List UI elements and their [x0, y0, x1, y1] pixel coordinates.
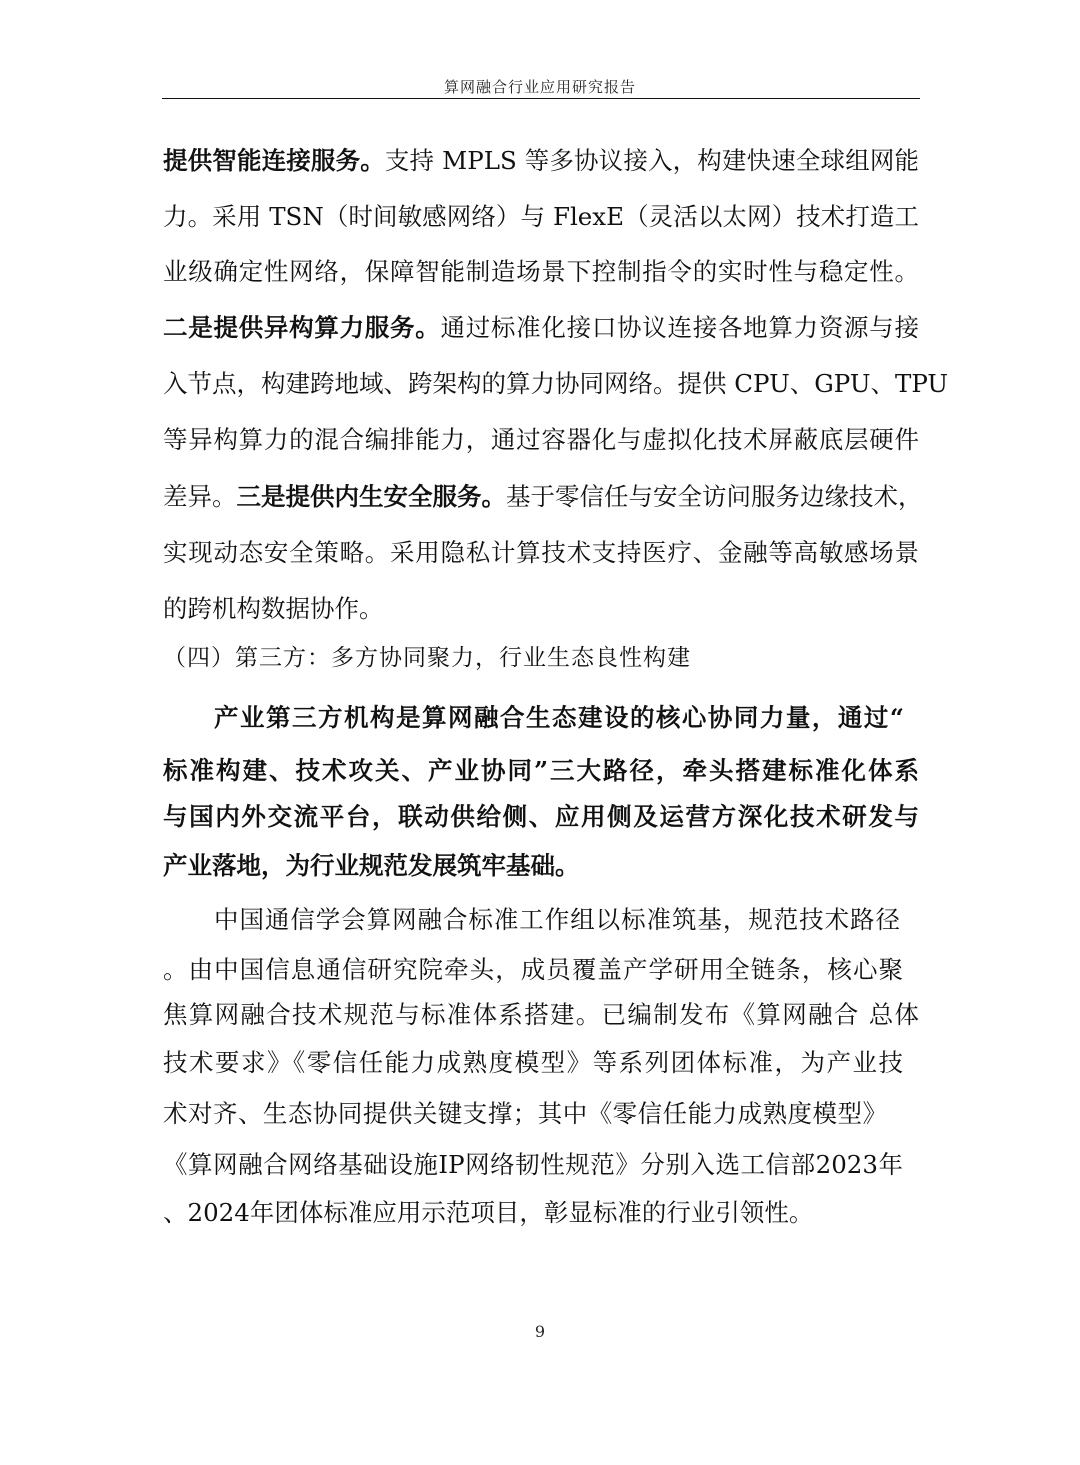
p1-line-3: 业级确定性网络，保障智能制造场景下控制指令的实时性与稳定性。 — [163, 257, 919, 286]
p2-line-4: 产业落地，为行业规范发展筑牢基础。 — [163, 851, 580, 880]
p2-line-1: 产业第三方机构是算网融合生态建设的核心协同力量，通过“ — [214, 703, 904, 732]
p1-line-7 — [163, 480, 923, 514]
p3-line-7: 、2024年团体标准应用示范项目，彰显标准的行业引领性。 — [163, 1198, 814, 1227]
p1-line-5: 入节点，构建跨地域、跨架构的算力协同网络。提供 CPU、GPU、TPU — [163, 369, 949, 398]
section-heading: （四）第三方：多方协同聚力，行业生态良性构建 — [163, 645, 691, 671]
p1-bold-second: 二是提供异构算力服务。 — [163, 313, 441, 342]
p3-line-4: 技术要求》《零信任能力成熟度模型》等系列团体标准，为产业技 — [163, 1048, 903, 1077]
p1-line-2: 力。采用 TSN（时间敏感网络）与 FlexE（灵活以太网）技术打造工 — [163, 202, 919, 231]
p1-line-1 — [163, 144, 919, 178]
page-number: 9 — [534, 1322, 546, 1341]
p1-line-7-text: 基于零信任与安全访问服务边缘技术， — [506, 482, 923, 511]
p3-line-5: 术对齐、生态协同提供关键支撑；其中《零信任能力成熟度模型》 — [163, 1099, 887, 1128]
p1-line-4 — [163, 311, 919, 345]
p1-line-4-text: 通过标准化接口协议连接各地算力资源与接 — [440, 313, 920, 342]
header-divider — [162, 98, 920, 99]
p3-line-1: 中国通信学会算网融合标准工作组以标准筑基，规范技术路径 — [214, 905, 900, 934]
p1-bold-lead: 提供智能连接服务。 — [163, 146, 385, 175]
p1-bold-third: 三是提供内生安全服务。 — [236, 482, 506, 511]
p1-line-7-start: 差异。 — [163, 482, 237, 511]
p2-line-3: 与国内外交流平台，联动供给侧、应用侧及运营方深化技术研发与 — [163, 802, 919, 831]
running-header: 算网融合行业应用研究报告 — [443, 78, 636, 96]
p3-line-2: 。由中国信息通信研究院牵头，成员覆盖产学研用全链条，核心聚 — [163, 955, 903, 984]
p1-line-8: 实现动态安全策略。采用隐私计算技术支持医疗、金融等高敏感场景 — [163, 538, 919, 567]
p2-line-2: 标准构建、技术攻关、产业协同”三大路径，牵头搭建标准化体系 — [163, 756, 919, 785]
p1-line-1-text: 支持 MPLS 等多协议接入，构建快速全球组网能 — [384, 146, 920, 175]
p3-line-3: 焦算网融合技术规范与标准体系搭建。已编制发布《算网融合 总体 — [163, 1000, 919, 1029]
p1-line-6: 等异构算力的混合编排能力，通过容器化与虚拟化技术屏蔽底层硬件 — [163, 425, 919, 454]
p1-line-9: 的跨机构数据协作。 — [163, 594, 384, 623]
p3-line-6: 《算网融合网络基础设施IP网络韧性规范》分别入选工信部2023年 — [163, 1150, 903, 1179]
